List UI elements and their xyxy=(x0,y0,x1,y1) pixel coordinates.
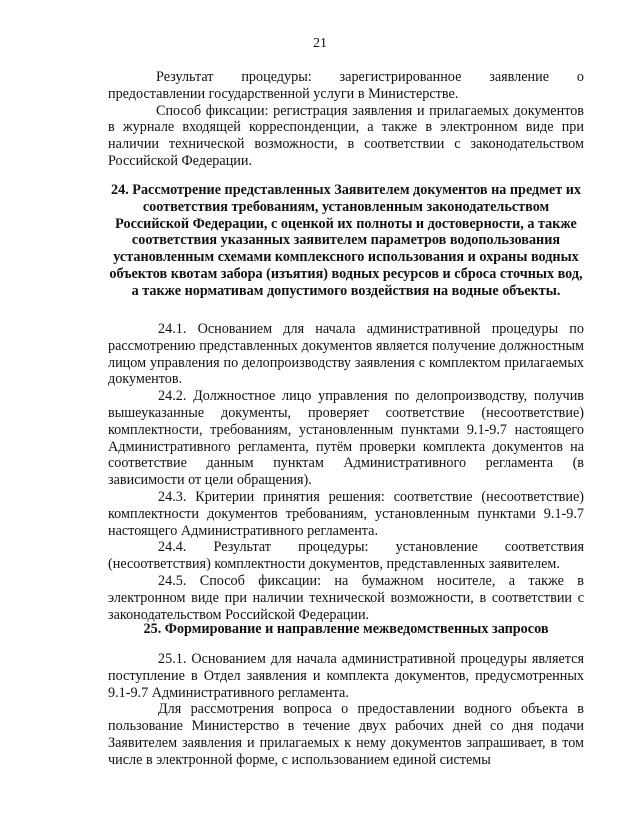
paragraph-24-3: 24.3. Критерии принятия решения: соответствие (несоответствие) комплектности документов требованиям, установленным пунктами 9.1-9.7 настоящего Административного регламента. xyxy=(108,488,584,539)
paragraph-24-5: 24.5. Способ фиксации: на бумажном носителе, а также в электронном виде при наличии технической возможности, в соответствии с законодательством Российской Федерации. xyxy=(108,572,584,623)
paragraph-24-2: 24.2. Должностное лицо управления по делопроизводству, получив вышеуказанные документы, проверяет соответствие (несоответствие) комплектности, требованиям, установленным пунктами 9.1-9.7 настоящего Административного регламента, путём проверки комплекта документов на соответствие данным пунктам Административного регламента (в зависимости от цели обращения). xyxy=(108,388,584,489)
section-25-body xyxy=(108,651,584,769)
section-25-heading: 25. Формирование и направление межведомственных запросов xyxy=(143,621,549,637)
fixation-method-paragraph: Способ фиксации: регистрация заявления и прилагаемых документов в журнале входящей корреспонденции, а также в электронном виде при наличии технической возможности, в соответствии с законодательством Российской Федерации. xyxy=(108,102,584,169)
paragraph-25-1: 25.1. Основанием для начала административной процедуры является поступление в Отдел заявления и комплекта документов, предусмотренных 9.1-9.7 Административного регламента. xyxy=(108,651,584,701)
page-number: 21 xyxy=(313,36,327,51)
procedure-result-paragraph: Результат процедуры: зарегистрированное заявление о предоставлении государственной услуги в Министерстве. xyxy=(108,69,584,102)
section-24-body xyxy=(108,321,584,623)
paragraph-24-4: 24.4. Результат процедуры: установление соответствия (несоответствия) комплектности документов, представленных заявителем. xyxy=(108,539,584,573)
paragraph-24-1: 24.1. Основанием для начала административной процедуры по рассмотрению представленных документов является получение должностным лицом управления по делопроизводству заявления с комплектом прилагаемых документов. xyxy=(108,321,584,388)
paragraph-25-2: Для рассмотрения вопроса о предоставлении водного объекта в пользование Министерство в течение двух рабочих дней со дня подачи Заявителем заявления и прилагаемых к нему документов запрашивает, в том числе в электронной форме, с использованием единой системы xyxy=(108,701,584,768)
section-24-heading: 24. Рассмотрение представленных Заявителем документов на предмет их соответствия требованиям, установленным законодательством Российской Федерации, с оценкой их полноты и достоверности, а также соответствия указанных заявителем параметров водопользования установленным схемами комплексного использования и охраны водных объектов квотам забора (изъятия) водных ресурсов и сброса сточных вод, а также нормативам допустимого воздействия на водные объекты. xyxy=(109,182,583,299)
intro-block xyxy=(108,69,584,170)
